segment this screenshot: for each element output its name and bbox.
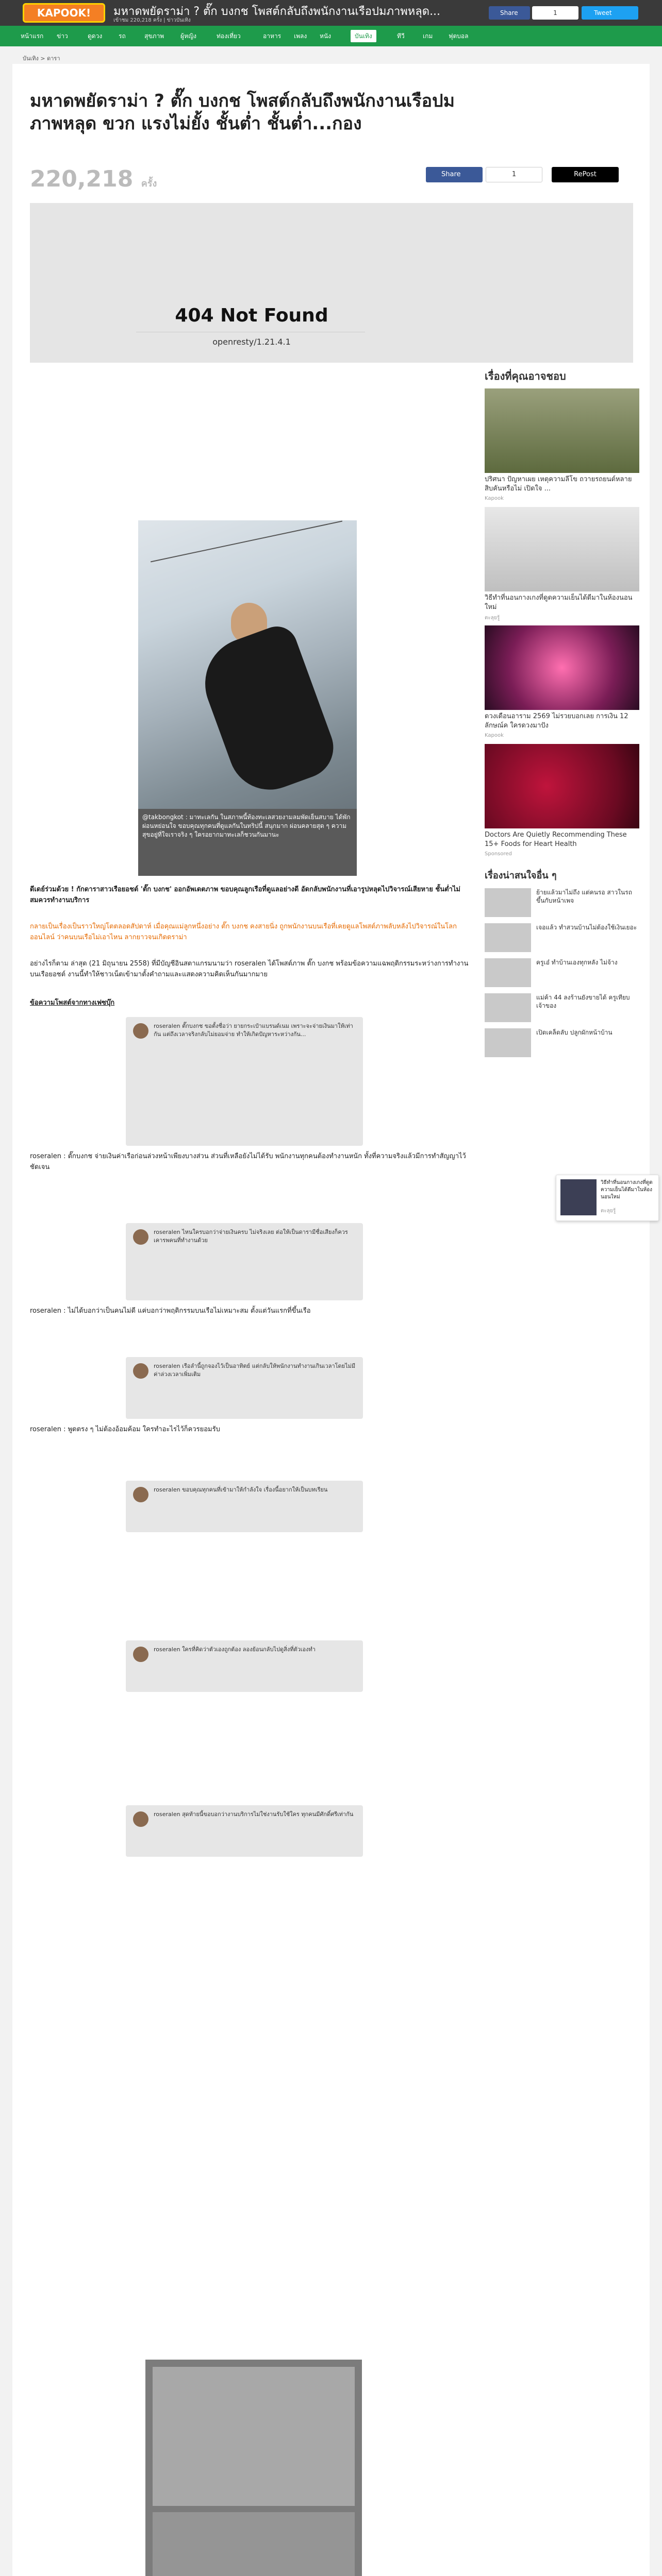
top-facebook-share-label: Share: [500, 9, 518, 16]
nav-item-football[interactable]: ฟุตบอล: [449, 32, 469, 40]
sidebar-mini-thumb: [485, 888, 531, 917]
sidebar-mini-thumb: [485, 923, 531, 952]
hero-caption: @takbongkot : มาทะเลกัน ในสภาพนี้ท้องทะเลสวยงามลมพัดเย็นสบาย ได้พักผ่อนหย่อนใจ ขอบคุณทุกคนที่ดูแลกันในทริปนี้ สนุกมาก ผ่อนคลายสุด ๆ ความสุขอยู่ที่ใจเราจริง ๆ ใครอยากมาทะเลก็ชวนกันมานะ: [138, 809, 357, 876]
nav-item-tv[interactable]: ทีวี: [397, 32, 405, 40]
paragraph-1: อย่างไรก็ตาม ล่าสุด (21 มิถุนายน 2558) ที่มีบัญชีอินสตาแกรมนามว่า roseralen ได้โพสต์ภาพ ตั๊ก บงกช พร้อมข้อความแฉพฤติกรรมระหว่างการทำงานบนเรือยอชต์ งานนี้ทำให้ชาวเน็ตเข้ามาตั้งคำถามและแสดงความคิดเห็นกันมากมาย: [30, 960, 469, 978]
sidebar-mini-text: ครูเอ๋ ทำบ้านเองทุกหลัง ไม่จ้าง: [536, 959, 618, 966]
instagram-comment-5: [126, 1640, 363, 1692]
nav-item-entertainment[interactable]: บันเทิง: [351, 30, 376, 42]
article-headline: มหาดพยัดราม่า ? ตั๊ก บงกช โพสต์กลับถึงพนักงานเรือปมภาพหลุด ขวก แรงไม่ยั้ง ชั้นต่ำ ชั้นต่ำ...กอง: [30, 91, 455, 134]
sidebar-card-source-3: Kapook: [485, 733, 504, 738]
reply-paragraph-1: roseralen : ตั๊กบงกช จ่ายเงินค่าเรือก่อนล่วงหน้าเพียงบางส่วน ส่วนที่เหลือยังไม่ได้รับ พนักงานทุกคนต้องทำงานหนัก ทั้งที่ความจริงแล้วมีการทำสัญญาไว้ชัดเจน: [30, 1153, 466, 1171]
nav-item-game[interactable]: เกม: [423, 32, 433, 40]
sidebar-card-text-1[interactable]: ปริศนา ปัญหาเผย เหตุความลีโข ถวายรถยนต์หลายสิบคันหรือไม่ เปิดใจ ...: [485, 476, 632, 493]
instagram-comment-1: [126, 1017, 363, 1146]
nav-item-movie[interactable]: หนัง: [320, 32, 331, 40]
sidebar-mini-item-4[interactable]: [485, 993, 639, 1024]
view-count-suffix: ครั้ง: [141, 178, 157, 189]
site-logo[interactable]: KAPOOK!: [23, 3, 105, 23]
sidebar-mini-text: เปิดเคล็ดลับ ปลูกผักหน้าบ้าน: [536, 1029, 613, 1036]
instagram-screenshot-2: [153, 2512, 355, 2576]
instagram-comment-4: [126, 1481, 363, 1532]
instagram-comment-text: roseralen ขอบคุณทุกคนที่เข้ามาให้กำลังใจ เรื่องนี้อยากให้เป็นบทเรียน: [154, 1486, 328, 1493]
sidebar-mini-text: แม่ค้า 44 ลงร้านยังขายได้ ครูเทียบเจ้าของ: [536, 994, 630, 1009]
sidebar-mini-thumb: [485, 958, 531, 987]
sidebar-card-image-1[interactable]: [485, 388, 639, 473]
instagram-comment-text: roseralen ตั๊กบงกช ขอตั้งชื่อว่า ยายกระเป๋าแบรนด์เนม เพราะจะจ่ายเงินมาให้เท่ากัน แต่ถึงเวลาจริงกลับไม่ยอมจ่าย ทำให้เกิดปัญหาระหว่างกัน...: [154, 1023, 353, 1038]
repost-button[interactable]: [552, 167, 619, 182]
sidebar-title-recommended: เรื่องที่คุณอาจชอบ: [485, 370, 566, 382]
hero-rope-shape: [151, 521, 342, 563]
sidebar-card-text-3[interactable]: ดวงเดือนอาราม 2569 ไม่รวยบอกเลย การเงิน 12 ลักษณ์ค ใครดวงมาปัง: [485, 713, 628, 730]
sidebar-mini-text: ย้ายแล้วมาไม่ถึง แต่คนรอ สาวในรถ ขึ้นกับหน้าเพจ: [536, 889, 632, 904]
sidebar-card-image-3[interactable]: [485, 625, 639, 710]
sidebar-title-more: เรื่องน่าสนใจอื่น ๆ: [485, 870, 557, 881]
breadcrumb[interactable]: บันเทิง > ดารา: [23, 55, 60, 62]
commenter-avatar: [133, 1647, 148, 1662]
repost-label: RePost: [574, 171, 597, 178]
floating-ad[interactable]: [556, 1175, 659, 1221]
sidebar-card-source-4: Sponsored: [485, 851, 512, 857]
top-bar: [0, 0, 662, 26]
top-article-meta: เข้าชม 220,218 ครั้ง | ข่าวบันเทิง: [113, 18, 191, 23]
sidebar-mini-item-2[interactable]: [485, 923, 639, 954]
sidebar-card-image-4[interactable]: [485, 744, 639, 828]
sidebar-mini-item-5[interactable]: [485, 1028, 639, 1059]
nav-item-women[interactable]: ผู้หญิง: [180, 32, 197, 40]
commenter-avatar: [133, 1363, 148, 1379]
facebook-share-count: 1: [486, 167, 542, 182]
top-article-title: มหาดพยัดราม่า ? ตั๊ก บงกช โพสต์กลับถึงพนักงานเรือปมภาพหลุด...: [113, 5, 441, 18]
sidebar-card-image-2[interactable]: [485, 507, 639, 591]
floating-ad-text: วิธีทำที่นอนกางเกงที่ดูดความเย็นได้ดีมาในห้องนอนใหม่: [601, 1180, 653, 1200]
instagram-comment-3: [126, 1357, 363, 1419]
intro-paragraph: ดีเดย์ร่วมด้วย ! กักดาราสาวเรือยอชต์ 'ตั๊ก บงกช' ออกอัพเดตภาพ ขอบคุณลูกเรือที่ดูแลอย่างดี อัดกลับพนักงานที่เอารูปหลุดไปวิจารณ์เสียหาย ชั้นต่ำไม่สมควรทำงานบริการ: [30, 886, 460, 904]
sidebar-mini-item-3[interactable]: [485, 958, 639, 989]
nav-item-music[interactable]: เพลง: [294, 32, 307, 40]
floating-ad-image: [560, 1179, 597, 1215]
nav-item-news[interactable]: ข่าว: [57, 32, 68, 40]
comment-section-label: ข้อความโพสต์จากทางเฟซบุ๊ก: [30, 999, 115, 1007]
top-tweet-button[interactable]: [582, 6, 638, 20]
instagram-screenshots: [145, 2360, 362, 2576]
view-count-number: 220,218: [30, 166, 134, 192]
main-nav: [0, 26, 662, 46]
lead-paragraph: กลายเป็นเรื่องเป็นราวใหญ่โตตลอดสัปดาห์ เมื่อคุณแม่ลูกหนึ่งอย่าง ตั๊ก บงกช คงสายนิ่ง ถูกพนักงานบนเรือที่เคยดูแลโพสต์ภาพลับหลังไปวิจารณ์ในโลกออนไลน์ ว่าคนบนเรือไม่เอาไหน ลากยาวจนเกิดดราม่า: [30, 923, 457, 941]
instagram-comment-text: roseralen ไหนใครบอกว่าจ่ายเงินครบ ไม่จริงเลย ต่อให้เป็นดารามีชื่อเสียงก็ควรเคารพคนที่ทำงานด้วย: [154, 1229, 348, 1244]
nav-item-home[interactable]: หน้าแรก: [21, 32, 44, 40]
nav-item-health[interactable]: สุขภาพ: [144, 32, 164, 40]
instagram-comment-6: [126, 1805, 363, 1857]
nav-item-horoscope[interactable]: ดูดวง: [88, 32, 103, 40]
nav-item-food[interactable]: อาหาร: [263, 32, 282, 40]
nav-item-car[interactable]: รถ: [119, 32, 126, 40]
sidebar-mini-thumb: [485, 993, 531, 1022]
article-page: [12, 64, 650, 2576]
sidebar-mini-text: เจอแล้ว ทำสวนบ้านไม่ต้องใช้เงินเยอะ: [536, 924, 637, 931]
commenter-avatar: [133, 1023, 148, 1039]
sidebar-card-source-1: Kapook: [485, 496, 504, 501]
facebook-share-button[interactable]: [426, 167, 483, 182]
sidebar-mini-item-1[interactable]: [485, 888, 639, 919]
sidebar-card-source-2: ตะลุยรู้: [485, 615, 500, 621]
facebook-share-label: Share: [441, 171, 461, 178]
top-facebook-share-button[interactable]: [489, 6, 530, 20]
reply-paragraph-3: roseralen : พูดตรง ๆ ไม่ต้องอ้อมค้อม ใครทำอะไรไว้ก็ควรยอมรับ: [30, 1426, 220, 1433]
view-count: [30, 166, 157, 192]
instagram-comment-2: [126, 1223, 363, 1300]
instagram-comment-text: roseralen ใครที่คิดว่าตัวเองถูกต้อง ลองย้อนกลับไปดูสิ่งที่ตัวเองทำ: [154, 1646, 316, 1653]
sidebar-mini-thumb: [485, 1028, 531, 1057]
instagram-screenshot-1: [153, 2367, 355, 2506]
commenter-avatar: [133, 1487, 148, 1502]
hero-figure-body: [192, 621, 342, 801]
instagram-comment-text: roseralen เรือลำนี้ถูกจองไว้เป็นอาทิตย์ แต่กลับให้พนักงานทำงานเกินเวลาโดยไม่มีค่าล่วงเวลาเพิ่มเติม: [154, 1363, 356, 1378]
hero-photo: [138, 520, 357, 809]
commenter-avatar: [133, 1229, 148, 1245]
not-found-server: openresty/1.21.4.1: [212, 337, 291, 347]
sidebar-card-text-4[interactable]: Doctors Are Quietly Recommending These 15+ Foods for Heart Health: [485, 831, 627, 848]
reply-paragraph-2: roseralen : ไม่ได้บอกว่าเป็นคนไม่ดี แค่บอกว่าพฤติกรรมบนเรือไม่เหมาะสม ตั้งแต่วันแรกที่ขึ้นเรือ: [30, 1307, 311, 1315]
top-share-count: 1: [532, 6, 578, 20]
commenter-avatar: [133, 1811, 148, 1827]
nav-item-travel[interactable]: ท่องเที่ยว: [217, 32, 241, 40]
not-found-title: 404 Not Found: [175, 305, 328, 326]
floating-ad-source: ตะลุยรู้: [601, 1208, 616, 1214]
sidebar-card-text-2[interactable]: วิธีทำที่นอนกางเกงที่ดูดความเย็นได้ดีมาในห้องนอนใหม่: [485, 594, 633, 611]
instagram-comment-text: roseralen สุดท้ายนี้ขอบอกว่างานบริการไม่ใช่งานรับใช้ใคร ทุกคนมีศักดิ์ศรีเท่ากัน: [154, 1811, 354, 1818]
top-tweet-label: Tweet: [594, 9, 612, 16]
